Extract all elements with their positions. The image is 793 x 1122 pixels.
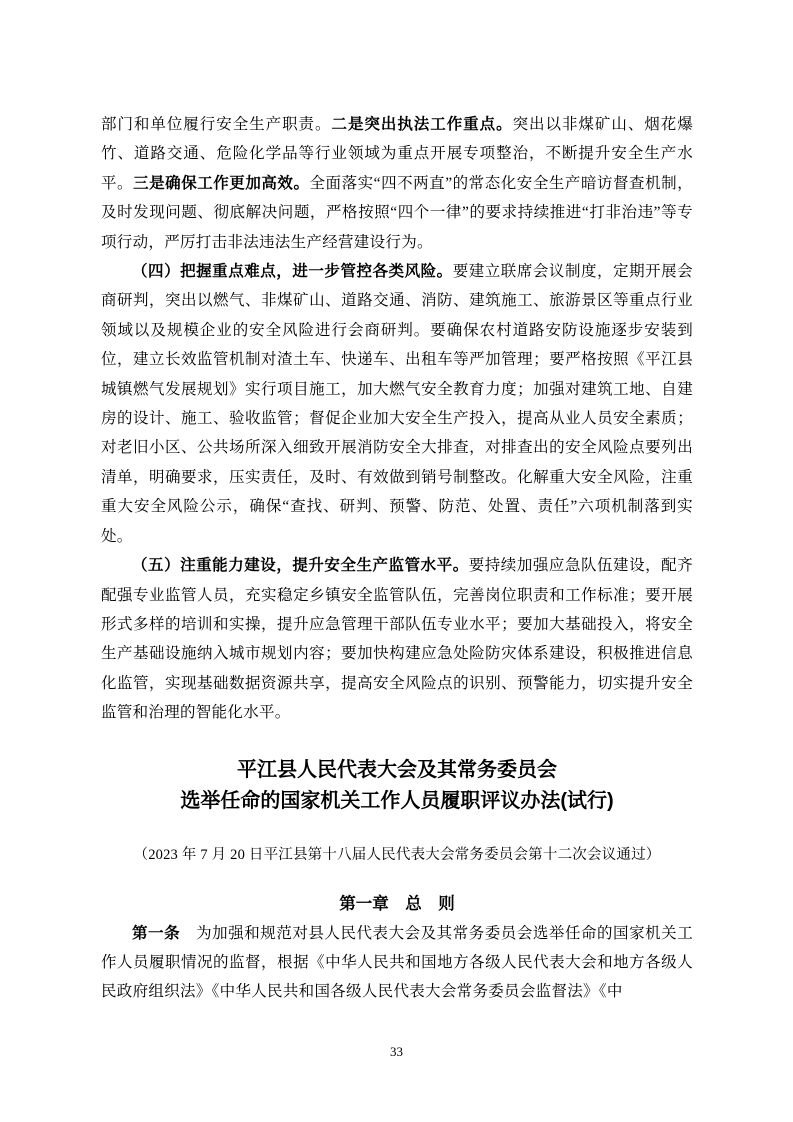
text-segment-bold: （四）把握重点难点，进一步管控各类风险。	[132, 263, 453, 281]
text-segment: 突出以非煤矿山、烟花爆竹、道路交通、危险化学品等行业领域为重点开展专项整治，不断提升安全生产水平。	[101, 116, 693, 192]
document-title-line-2: 选举任命的国家机关工作人员履职评议办法(试行)	[180, 789, 614, 812]
text-segment: 要建立联席会议制度，定期开展会商研判，突出以燃气、非煤矿山、道路交通、消防、建筑施工、旅游景区等重点行业领域以及规模企业的安全风险进行会商研判。要确保农村道路安防设施逐步安装到位，建立长效监管机制对渣土车、快递车、出租车等严加管理；要严格按照《平江县城镇燃气发展规划》实行项目施工，加大燃气安全教育力度；加强对建筑工地、自建房的设计、施工、验收监管；督促企业加大安全生产投入，提高从业人员安全素质；对老旧小区、公共场所深入细致开展消防安全大排查，对排查出的安全风险点要列出清单，明确要求，压实责任，及时、有效做到销号制整改。化解重大安全风险，注重重大安全风险公示，确保“查找、研判、预警、防范、处置、责任”六项机制落到实处。	[101, 263, 693, 545]
document-subtitle: （2023 年 7 月 20 日平江县第十八届人民代表大会常务委员会第十二次会议通过）	[133, 846, 661, 863]
text-segment: 为加强和规范对县人民代表大会及其常务委员会选举任命的国家机关工作人员履职情况的监督，根据《中华人民共和国地方各级人民代表大会和地方各级人民政府组织法》《中华人民共和国各级人民代表大会常务委员会监督法》《中	[101, 924, 693, 1001]
page-number: 33	[390, 1044, 403, 1059]
chapter-heading: 第一章 总 则	[339, 894, 455, 913]
document-title	[101, 755, 693, 817]
text-segment-bold: 三是确保工作更加高效。	[133, 174, 310, 192]
paragraph-item-four	[101, 257, 693, 551]
text-segment: 部门和单位履行安全生产职责。	[101, 116, 332, 133]
article-number: 第一条	[132, 924, 181, 942]
paragraph-article-one	[101, 919, 693, 1007]
text-segment-bold: （五）注重能力建设，提升安全生产监管水平。	[132, 557, 469, 575]
document-title-line-1: 平江县人民代表大会及其常务委员会	[237, 758, 557, 781]
text-segment: 要持续加强应急队伍建设，配齐配强专业监管人员，充实稳定乡镇安全监管队伍，完善岗位职责和工作标准；要开展形式多样的培训和实操，提升应急管理干部队伍专业水平；要加大基础投入，将安全生产基础设施纳入城市规划内容；要加快构建应急处险防灾体系建设，积极推进信息化监管，实现基础数据资源共享，提高安全风险点的识别、预警能力，切实提升安全监管和治理的智能化水平。	[101, 557, 693, 722]
paragraph-continuation	[101, 110, 693, 257]
document-body	[101, 110, 693, 1007]
text-segment: 全面落实“四不两直”的常态化安全生产暗访督查机制，及时发现问题、彻底解决问题，严格按照“四个一律”的要求持续推进“打非治违”等专项行动，严厉打击非法违法生产经营建设行为。	[101, 174, 693, 251]
text-segment-bold: 二是突出执法工作重点。	[331, 116, 513, 133]
paragraph-item-five	[101, 551, 693, 727]
